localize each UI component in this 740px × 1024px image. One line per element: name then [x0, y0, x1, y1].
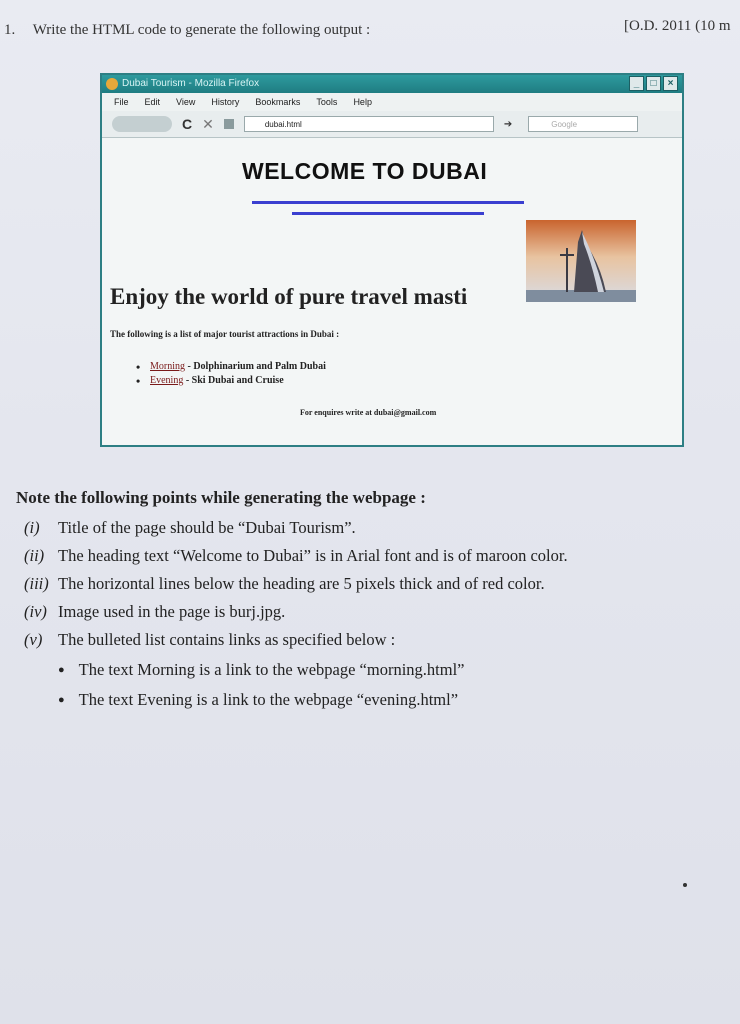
close-icon[interactable]: ×: [663, 76, 678, 91]
morning-link[interactable]: Morning: [150, 361, 185, 372]
page-heading: WELCOME TO DUBAI: [242, 158, 488, 184]
menu-help[interactable]: Help: [353, 97, 372, 107]
note-item: [24, 574, 545, 594]
evening-text: - Ski Dubai and Cruise: [183, 375, 284, 386]
note-number: (i): [24, 518, 40, 537]
horizontal-line-1: [252, 201, 524, 204]
attractions-list: [136, 360, 326, 388]
minimize-icon[interactable]: _: [629, 76, 644, 91]
note-text: The horizontal lines below the heading are 5 pixels thick and of red color.: [58, 574, 545, 593]
note-number: (iii): [24, 574, 49, 593]
reload-icon[interactable]: C: [182, 116, 193, 132]
note-number: (v): [24, 630, 43, 649]
tagline: Enjoy the world of pure travel masti: [110, 284, 468, 309]
burj-image: [526, 220, 636, 302]
list-item: [136, 360, 326, 374]
go-icon[interactable]: ➔: [503, 118, 513, 130]
browser-navbar: [102, 111, 682, 138]
browser-menubar: [102, 93, 682, 111]
note-text: Title of the page should be “Dubai Tourism”.: [58, 518, 356, 537]
menu-bookmarks[interactable]: Bookmarks: [255, 97, 301, 107]
menu-history[interactable]: History: [211, 97, 240, 107]
note-item: [24, 546, 568, 566]
menu-tools[interactable]: Tools: [316, 97, 338, 107]
note-item: [24, 602, 285, 622]
menu-edit[interactable]: Edit: [144, 97, 161, 107]
browser-titlebar: [102, 75, 682, 93]
url-bar[interactable]: dubai.html: [244, 116, 494, 132]
horizontal-line-2: [292, 212, 484, 215]
maximize-icon[interactable]: □: [646, 76, 661, 91]
menu-file[interactable]: File: [114, 97, 129, 107]
home-icon[interactable]: [224, 119, 234, 129]
evening-link[interactable]: Evening: [150, 375, 184, 386]
menu-view[interactable]: View: [176, 97, 196, 107]
morning-text: - Dolphinarium and Palm Dubai: [185, 361, 326, 372]
webpage-content: [102, 138, 682, 446]
note-item: [24, 518, 356, 538]
note-text: Image used in the page is burj.jpg.: [58, 602, 286, 621]
question-text: Write the HTML code to generate the following output :: [32, 22, 371, 38]
question-header: [4, 22, 370, 39]
question-reference: [O.D. 2011 (10 m: [624, 18, 731, 34]
question-number: 1.: [4, 22, 16, 38]
note-sub-item: ● The text Morning is a link to the webpage “morning.html”: [58, 660, 465, 680]
search-bar[interactable]: Google: [528, 116, 638, 132]
browser-window: [100, 73, 684, 447]
note-text: The bulleted list contains links as specified below :: [58, 630, 396, 649]
paper-speck: [683, 883, 687, 887]
enquiry-text: For enquires write at dubai@gmail.com: [300, 408, 437, 417]
note-text: The heading text “Welcome to Dubai” is in Arial font and is of maroon color.: [58, 546, 568, 565]
firefox-icon: [106, 78, 118, 90]
note-sub-item: ● The text Evening is a link to the webpage “evening.html”: [58, 690, 458, 710]
list-item: [136, 374, 326, 388]
back-forward-icon[interactable]: [112, 116, 172, 132]
note-number: (ii): [24, 546, 45, 565]
intro-text: The following is a list of major tourist attractions in Dubai :: [110, 329, 340, 339]
note-number: (iv): [24, 602, 47, 621]
stop-icon[interactable]: ✕: [202, 115, 214, 132]
notes-title: Note the following points while generating the webpage :: [16, 488, 426, 507]
window-controls: [629, 76, 678, 91]
browser-title: Dubai Tourism - Mozilla Firefox: [122, 78, 260, 89]
note-item: [24, 630, 395, 650]
